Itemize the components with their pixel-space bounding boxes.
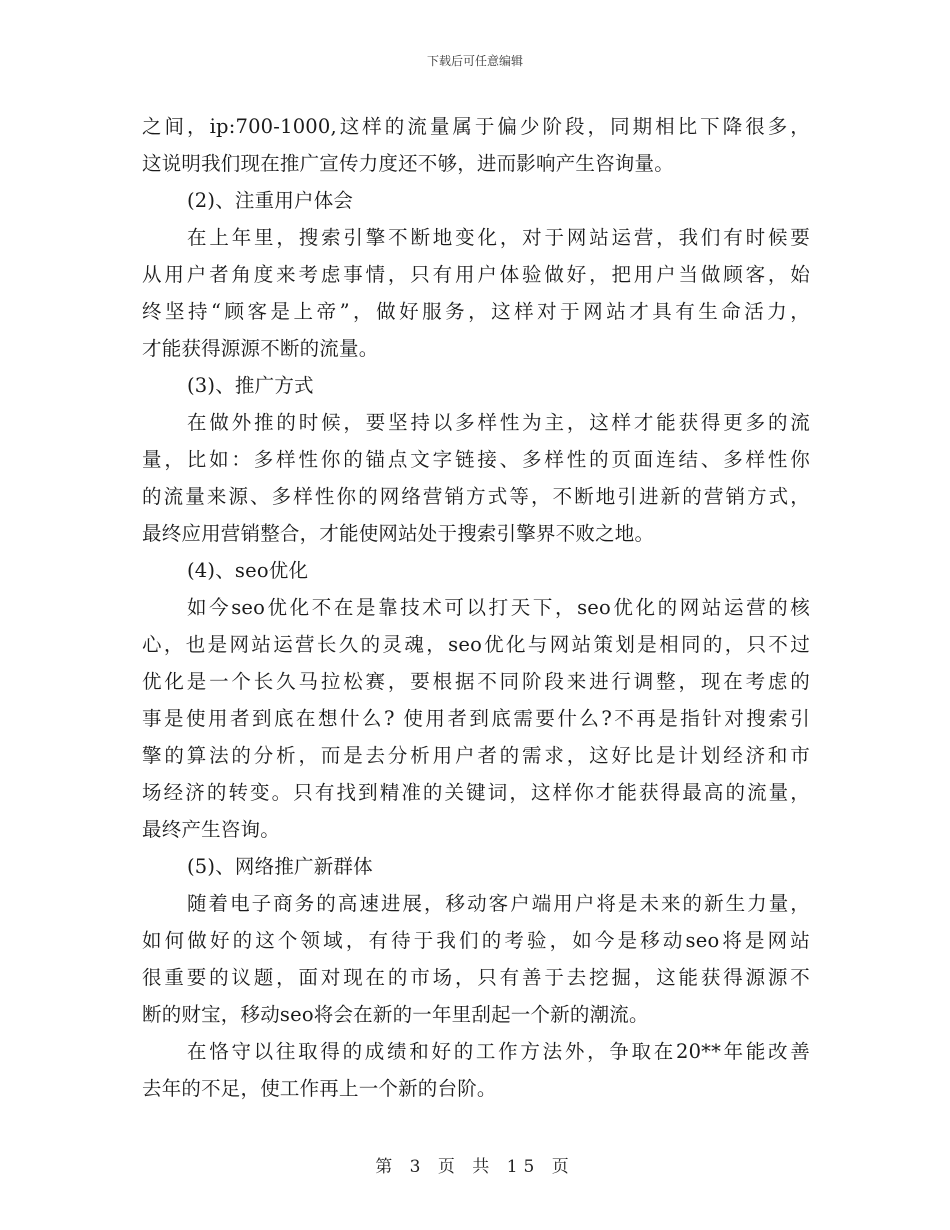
text-line: 从用户者角度来考虑事情，只有用户体验做好，把用户当做顾客，始 (142, 263, 810, 286)
section-heading: (4)、seo优化 (187, 559, 309, 582)
text-line: 优化是一个长久马拉松赛，要根据不同阶段来进行调整，现在考虑的 (142, 670, 810, 693)
text-line: 量，比如：多样性你的锚点文字链接、多样性的页面连结、多样性你 (142, 448, 810, 471)
text-line: 场经济的转变。只有找到精准的关键词，这样你才能获得最高的流量， (142, 781, 810, 804)
document-body (142, 108, 810, 1107)
section-heading: (5)、网络推广新群体 (187, 855, 373, 878)
page-number: 第 3 页 共 15 页 (375, 1157, 575, 1177)
text-line: 随着电子商务的高速进展，移动客户端用户将是未来的新生力量， (187, 892, 810, 915)
text-line: 如何做好的这个领域，有待于我们的考验，如今是移动seo将是网站 (142, 929, 810, 952)
text-line: 最终应用营销整合，才能使网站处于搜索引擎界不败之地。 (142, 522, 655, 545)
text-line: 最终产生咨询。 (142, 818, 280, 841)
text-line: 的流量来源、多样性你的网络营销方式等，不断地引进新的营销方式， (142, 485, 810, 508)
text-line: 在上年里，搜索引擎不断地变化，对于网站运营，我们有时候要 (187, 226, 810, 249)
text-line: 心，也是网站运营长久的灵魂，seo优化与网站策划是相同的，只不过 (142, 633, 810, 656)
text-line: 在恪守以往取得的成绩和好的工作方法外，争取在20**年能改善 (187, 1040, 810, 1063)
section-heading: (2)、注重用户体会 (187, 189, 354, 212)
text-line: 断的财宝，移动seo将会在新的一年里刮起一个新的潮流。 (142, 1003, 649, 1026)
text-line: 在做外推的时候，要坚持以多样性为主，这样才能获得更多的流 (187, 411, 810, 434)
page-header: 下载后可任意编辑 (426, 54, 523, 68)
text-line: 才能获得源源不断的流量。 (142, 337, 379, 360)
text-line: 去年的不足，使工作再上一个新的台阶。 (142, 1077, 497, 1100)
text-line: 之间，ip:700-1000,这样的流量属于偏少阶段，同期相比下降很多， (142, 115, 810, 138)
text-line: 事是使用者到底在想什么? 使用者到底需要什么?不再是指针对搜索引 (142, 707, 810, 730)
text-line: 这说明我们现在推广宣传力度还不够，进而影响产生咨询量。 (142, 152, 674, 175)
text-line: 终坚持“顾客是上帝”，做好服务，这样对于网站才具有生命活力， (142, 300, 810, 323)
text-line: 很重要的议题，面对现在的市场，只有善于去挖掘，这能获得源源不 (142, 966, 810, 989)
text-line: 如今seo优化不在是靠技术可以打天下，seo优化的网站运营的核 (187, 596, 810, 619)
section-heading: (3)、推广方式 (187, 374, 314, 397)
text-line: 擎的算法的分析，而是去分析用户者的需求，这好比是计划经济和市 (142, 744, 810, 767)
